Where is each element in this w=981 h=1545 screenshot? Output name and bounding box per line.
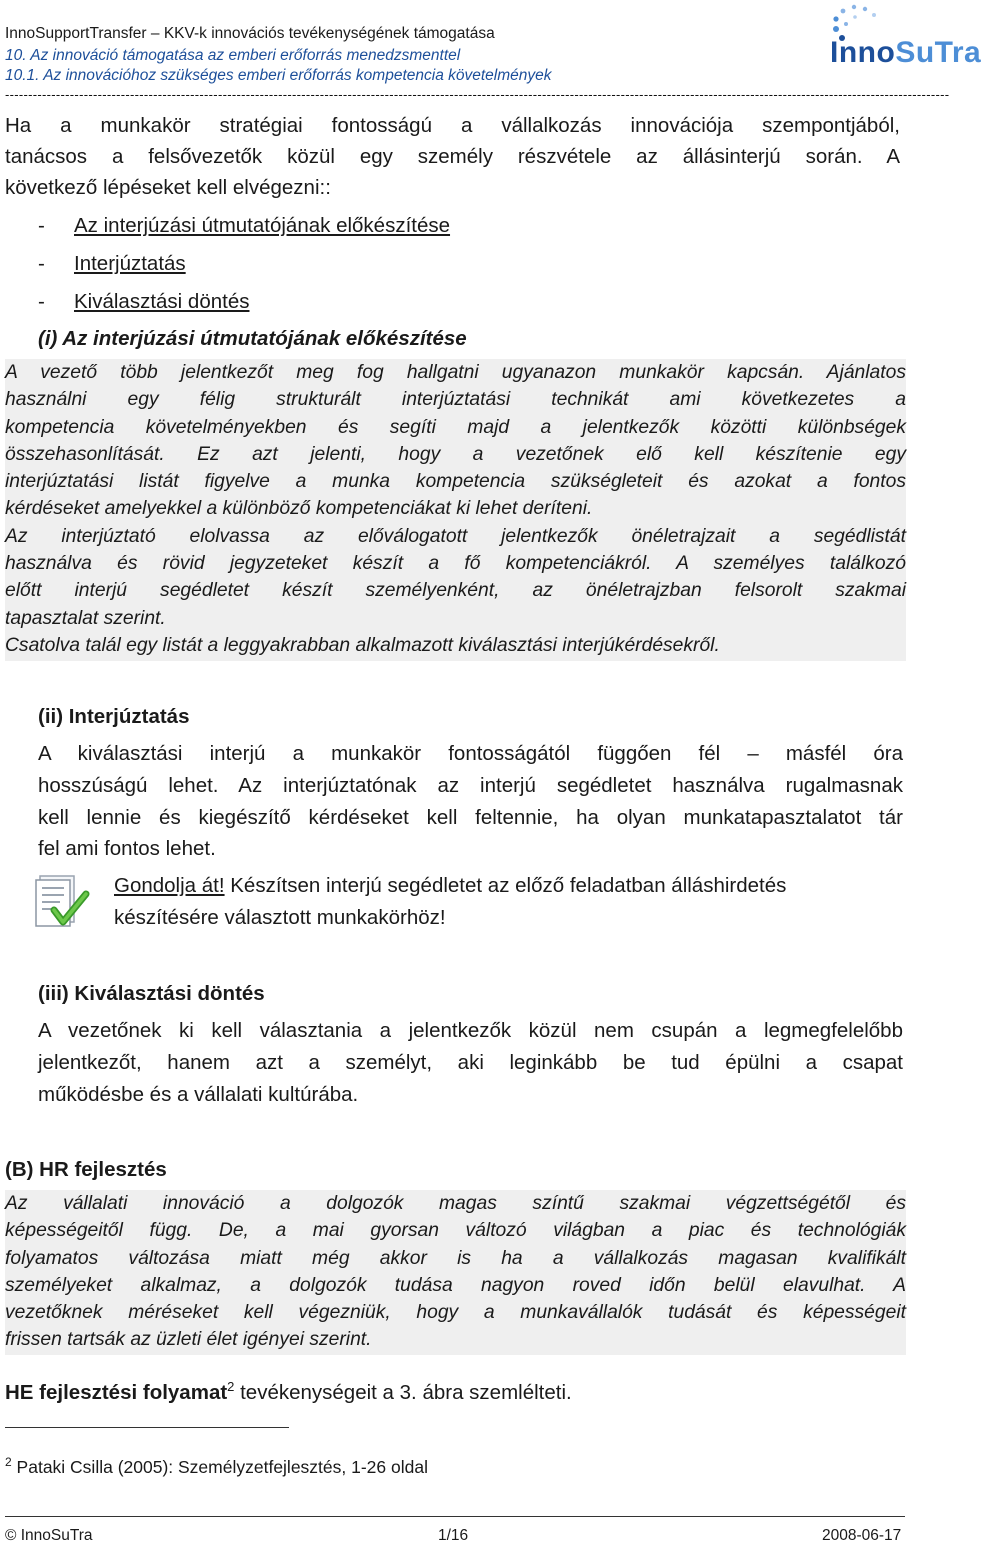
header-line-3: 10.1. Az innovációhoz szükséges emberi erőforrás kompetencia követelmények bbox=[5, 67, 552, 84]
section-ii-line: fel ami fontos lehet. bbox=[38, 837, 216, 861]
task-text bbox=[114, 870, 904, 934]
task-link[interactable]: Gondolja át! bbox=[114, 874, 225, 897]
section-iii-body bbox=[38, 1015, 903, 1110]
section-i-line: kompetencia követelményekben és segíti majd a jelentkezők közötti különbségek bbox=[5, 416, 906, 438]
logo-inno-text: Inno bbox=[830, 36, 896, 69]
section-i-line: interjúztatási listát figyelve a munka kompetencia szükségleteit és azokat a fontos bbox=[5, 471, 906, 493]
step-item: - Kiválasztási döntés bbox=[38, 290, 250, 313]
header-separator: ------------------------------------------------------------------------------------------------------------------------------------------------------------------------------------------------------------ bbox=[5, 87, 950, 102]
task-text-line2: készítésére választott munkakörhöz! bbox=[114, 905, 446, 929]
step-label: Interjúztatás bbox=[74, 252, 186, 275]
section-ii-line: A kiválasztási interjú a munkakör fontosságától függően fél – másfél óra bbox=[38, 742, 903, 765]
step-label: Kiválasztási döntés bbox=[74, 290, 250, 313]
section-iii-line: működésbe és a vállalati kultúrába. bbox=[38, 1082, 359, 1106]
step-item: - Interjúztatás bbox=[38, 252, 186, 275]
section-ii-line: hosszúságú lehet. Az interjúztatónak az interjú segédletet használva rugalmasnak bbox=[38, 773, 903, 797]
footer-copyright: © InnoSuTra bbox=[5, 1527, 93, 1544]
section-b-line: vezetőknek méréseket kell végezniük, hogy a munkavállalók tudását és képességeit bbox=[5, 1302, 906, 1324]
footer-page-number: 1/16 bbox=[438, 1527, 469, 1544]
task-text-rest: Készítsen interjú segédletet az előző feladatban álláshirdetés bbox=[224, 874, 787, 897]
intro-paragraph bbox=[5, 110, 900, 203]
header-line-1: InnoSupportTransfer – KKV-k innovációs tevékenységének támogatása bbox=[5, 25, 495, 42]
section-b-line: Az vállalati innováció a dolgozók magas színtű szakmai végzettségétől és bbox=[5, 1193, 906, 1214]
intro-line: tanácsos a felsővezetők közül egy személy részvétele az állásinterjú során. A bbox=[5, 145, 900, 168]
section-iii-line: A vezetőnek ki kell választania a jelentkezők közül nem csupán a legmegfelelőbb bbox=[38, 1019, 903, 1042]
logo-sutra-text: SuTra bbox=[895, 36, 981, 69]
section-i-line: használva és rövid jegyzeteket készít a fő kompetenciákról. A személyes találkozó bbox=[5, 553, 906, 575]
he-rest-text: tevékenységeit a 3. ábra szemlélteti. bbox=[234, 1380, 572, 1404]
section-i-line: kérdéseket amelyekkel a különböző kompetenciákat ki lehet deríteni. bbox=[5, 498, 593, 520]
section-b-heading: (B) HR fejlesztés bbox=[5, 1158, 167, 1181]
section-i-line: összehasonlítását. Ez azt jelenti, hogy a vezetőnek elő kell készítenie egy bbox=[5, 443, 906, 465]
step-item: - Az interjúzási útmutatójának előkészítése bbox=[38, 214, 451, 237]
checklist-icon bbox=[34, 872, 90, 930]
header-line-2: 10. Az innováció támogatása az emberi erőforrás menedzsmenttel bbox=[5, 47, 461, 64]
step-label: Az interjúzási útmutatójának előkészítése bbox=[74, 214, 451, 237]
section-i-line: Az interjúztató elolvassa az előválogatott jelentkezők önéletrajzait a segédlistát bbox=[5, 525, 906, 547]
section-i-line: tapasztalat szerint. bbox=[5, 607, 166, 629]
section-iii-line: jelentkezőt, hanem azt a személyt, aki leginkább be tud épülni a csapat bbox=[38, 1050, 903, 1074]
section-i-body bbox=[5, 359, 906, 661]
section-i-line: A vezető több jelentkezőt meg fog hallgatni ugyanazon munkakör kapcsán. Ajánlatos bbox=[5, 362, 906, 383]
section-b-body bbox=[5, 1190, 906, 1355]
he-bold-text: HE fejlesztési folyamat bbox=[5, 1380, 228, 1404]
section-b-line: személyeket alkalmaz, a dolgozók tudása nagyon roved időn belül elavulhat. A bbox=[5, 1274, 906, 1296]
footnote bbox=[5, 1450, 428, 1479]
section-b-line: képességeitől függ. De, a mai gyorsan változó világban a piac és technológiák bbox=[5, 1220, 906, 1242]
section-b-line: frissen tartsák az üzleti élet igényei szerint. bbox=[5, 1329, 372, 1351]
he-fejlesztes-line bbox=[5, 1372, 572, 1408]
intro-line: Ha a munkakör stratégiai fontosságú a vállalkozás innovációja szempontjából, bbox=[5, 114, 900, 137]
intro-line: következő lépéseket kell elvégezni:: bbox=[5, 176, 331, 199]
section-i-line: Csatolva talál egy listát a leggyakrabban alkalmazott kiválasztási interjúkérdésekről. bbox=[5, 634, 720, 656]
section-ii-body bbox=[38, 738, 903, 865]
section-b-line: folyamatos változása miatt még akkor is ha a vállalkozás magasan kvalifikált bbox=[5, 1247, 906, 1269]
section-i-line: használni egy félig strukturált interjúztatási technikát ami következetes a bbox=[5, 389, 906, 411]
footnote-divider bbox=[5, 1427, 289, 1428]
footnote-text: Pataki Csilla (2005): Személyzetfejlesztés, 1-26 oldal bbox=[11, 1456, 428, 1477]
section-i-heading: (i) Az interjúzási útmutatójának előkészítése bbox=[38, 327, 467, 350]
footnote-ref[interactable]: 2 bbox=[227, 1379, 235, 1394]
section-i-line: előtt interjú segédletet készít személyenként, az önéletrajzban felsorolt szakmai bbox=[5, 580, 906, 602]
innosutra-logo bbox=[822, 4, 981, 76]
footer-divider bbox=[5, 1516, 905, 1517]
section-ii-heading: (ii) Interjúztatás bbox=[38, 705, 190, 728]
section-ii-line: kell lennie és kiegészítő kérdéseket kell feltennie, ha olyan munkatapasztalatot tár bbox=[38, 805, 903, 829]
footer-date: 2008-06-17 bbox=[822, 1527, 902, 1544]
section-iii-heading: (iii) Kiválasztási döntés bbox=[38, 982, 265, 1005]
footnote-number: 2 bbox=[5, 1455, 12, 1469]
